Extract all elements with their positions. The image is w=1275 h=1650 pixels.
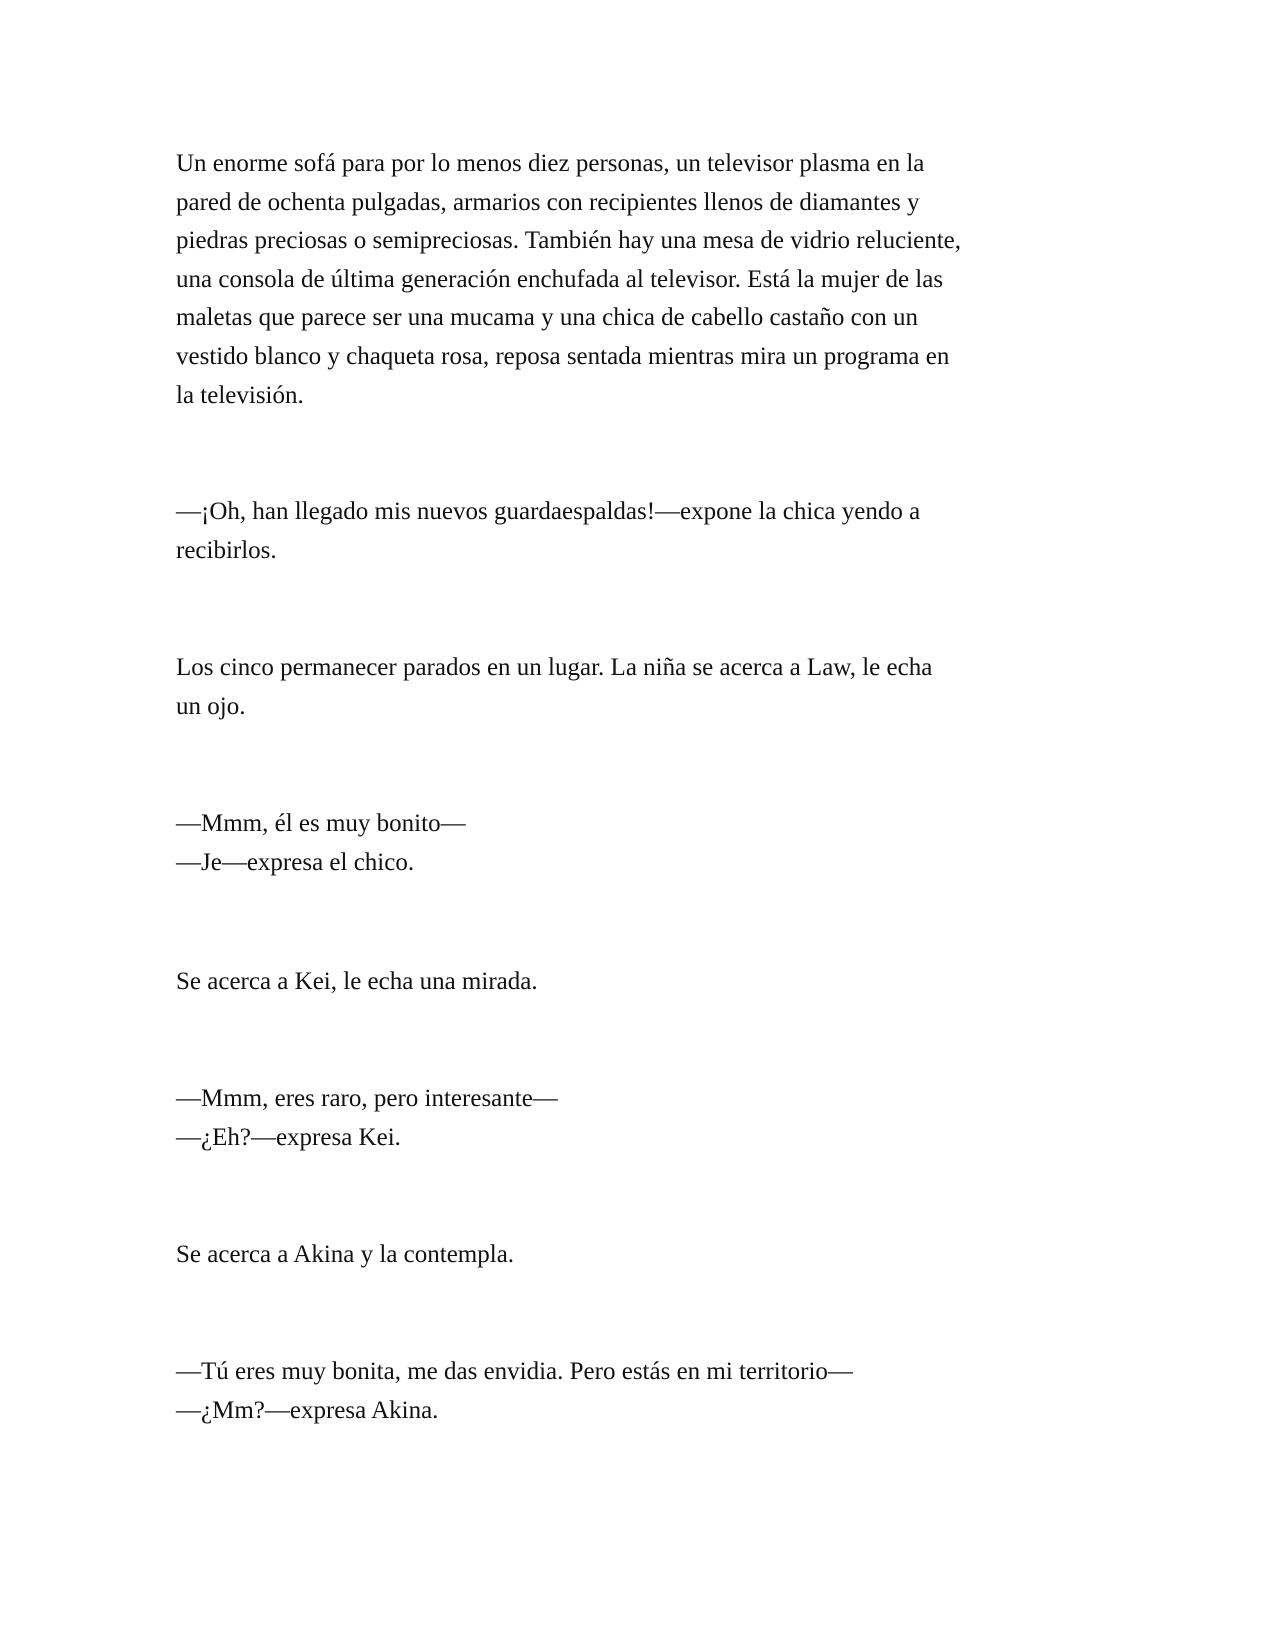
text-line: —Tú eres muy bonita, me das envidia. Pero estás en mi territorio— <box>176 1358 853 1385</box>
text-line: —Je—expresa el chico. <box>176 848 415 876</box>
paragraph-narration-3 <box>176 1236 1106 1275</box>
paragraph-dialogue-2 <box>176 805 1106 882</box>
text-line: Los cinco permanecer parados en un lugar. La niña se acerca a Law, le echa <box>176 654 933 681</box>
paragraph-dialogue-3 <box>176 1080 1106 1157</box>
paragraph-dialogue-4 <box>176 1353 1106 1430</box>
text-line: maletas que parece ser una mucama y una chica de cabello castaño con un <box>176 304 919 332</box>
text-line: un ojo. <box>176 692 246 720</box>
paragraph-dialogue-1 <box>176 493 1106 570</box>
paragraph-narration-2 <box>176 963 1106 1002</box>
text-line: una consola de última generación enchufada al televisor. Está la mujer de las <box>176 265 944 293</box>
text-line: la televisión. <box>176 381 304 409</box>
text-line: piedras preciosas o semipreciosas. También hay una mesa de vidrio reluciente, <box>176 227 962 255</box>
text-line: —¿Mm?—expresa Akina. <box>176 1396 439 1424</box>
text-line: —Mmm, eres raro, pero interesante— <box>176 1085 558 1112</box>
paragraph-narration-1 <box>176 649 1106 726</box>
text-line: Se acerca a Kei, le echa una mirada. <box>176 968 538 995</box>
paragraph-description <box>176 145 1106 415</box>
text-line: recibirlos. <box>176 536 277 564</box>
text-line: pared de ochenta pulgadas, armarios con recipientes llenos de diamantes y <box>176 188 920 216</box>
text-line: —Mmm, él es muy bonito— <box>176 810 466 837</box>
text-line: Un enorme sofá para por lo menos diez personas, un televisor plasma en la <box>176 150 925 177</box>
text-line: —¡Oh, han llegado mis nuevos guardaespaldas!—expone la chica yendo a <box>176 498 921 525</box>
text-line: —¿Eh?—expresa Kei. <box>176 1123 401 1151</box>
text-line: Se acerca a Akina y la contempla. <box>176 1241 515 1268</box>
text-line: vestido blanco y chaqueta rosa, reposa sentada mientras mira un programa en <box>176 342 950 370</box>
